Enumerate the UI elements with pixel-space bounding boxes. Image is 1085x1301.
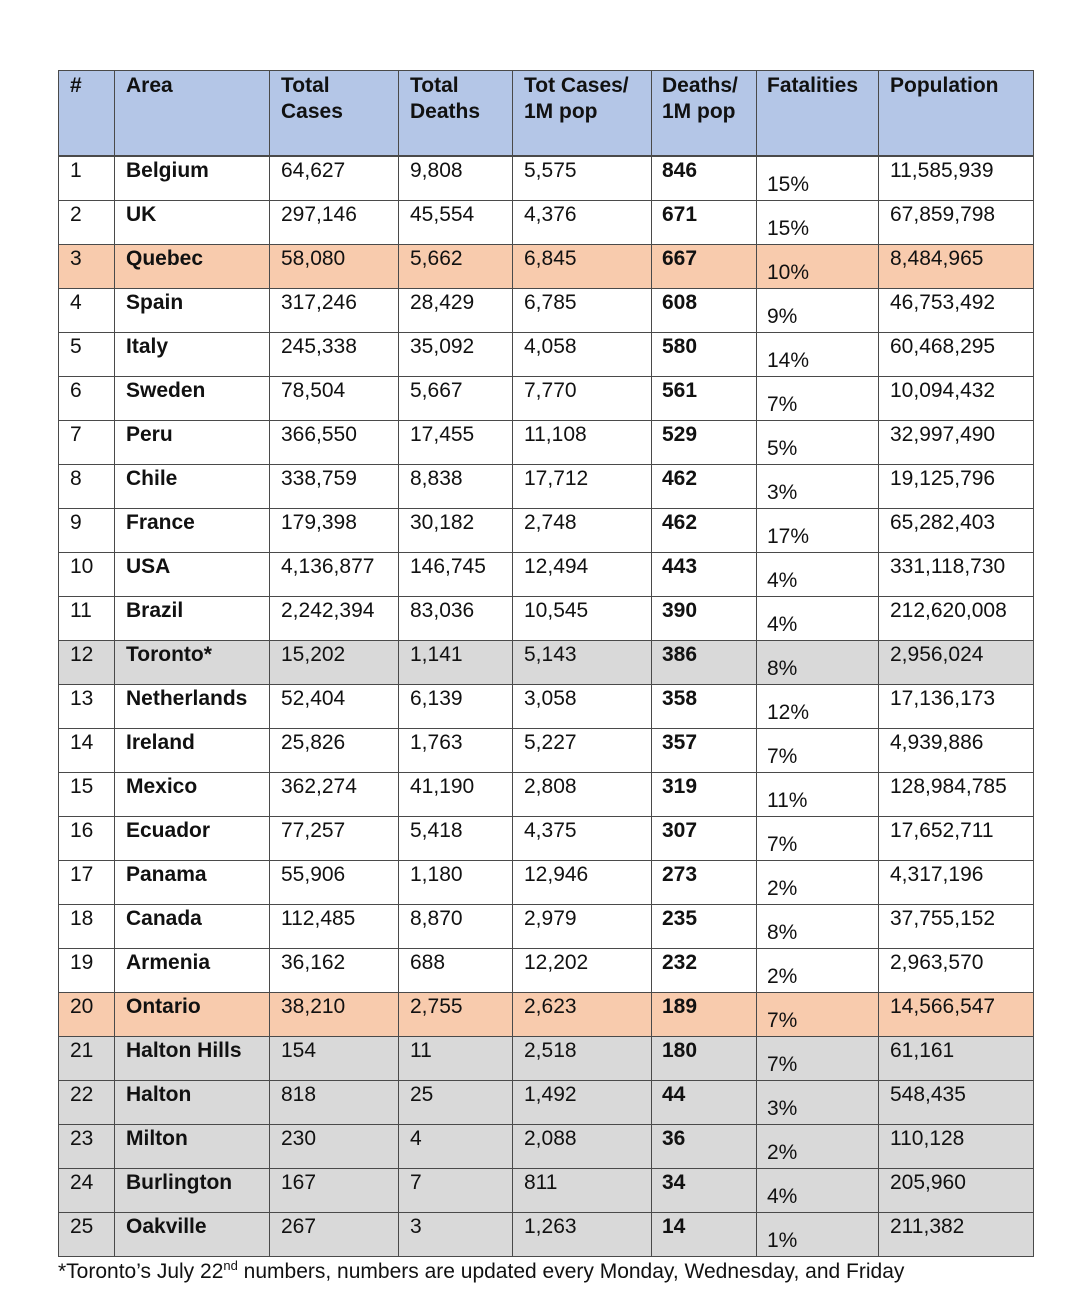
footnote-text-start: *Toronto’s July 22 bbox=[58, 1260, 224, 1283]
cell-fatalities bbox=[757, 333, 879, 377]
cell-fatalities bbox=[757, 1037, 879, 1081]
cell-fatalities bbox=[757, 289, 879, 333]
cell-area: Brazil bbox=[115, 597, 270, 641]
cell-cases-per-million: 5,575 bbox=[513, 157, 652, 201]
cell-total-deaths: 2,755 bbox=[399, 993, 513, 1037]
cell-rank: 3 bbox=[59, 245, 115, 289]
table-row bbox=[59, 817, 1034, 861]
cell-area: Belgium bbox=[115, 157, 270, 201]
cell-cases-per-million: 12,202 bbox=[513, 949, 652, 993]
cell-fatalities bbox=[757, 1125, 879, 1169]
table-row bbox=[59, 729, 1034, 773]
cell-total-cases: 4,136,877 bbox=[270, 553, 399, 597]
cell-cases-per-million: 10,545 bbox=[513, 597, 652, 641]
cell-population: 4,317,196 bbox=[879, 861, 1034, 905]
cell-fatalities bbox=[757, 685, 879, 729]
cell-rank: 21 bbox=[59, 1037, 115, 1081]
header-cell-total-deaths: Total Deaths bbox=[399, 71, 513, 156]
cell-deaths-per-million: 667 bbox=[652, 245, 757, 289]
cell-population: 46,753,492 bbox=[879, 289, 1034, 333]
cell-population: 211,382 bbox=[879, 1213, 1034, 1257]
cell-population: 10,094,432 bbox=[879, 377, 1034, 421]
cell-population: 61,161 bbox=[879, 1037, 1034, 1081]
document-page bbox=[58, 70, 1033, 1285]
cell-total-deaths: 1,180 bbox=[399, 861, 513, 905]
cell-total-cases: 245,338 bbox=[270, 333, 399, 377]
covid-stats-table bbox=[58, 70, 1034, 1257]
cell-rank: 15 bbox=[59, 773, 115, 817]
fatalities-value: 4% bbox=[767, 569, 798, 592]
cell-total-deaths: 17,455 bbox=[399, 421, 513, 465]
header-cell-population: Population bbox=[879, 71, 1034, 156]
table-row bbox=[59, 685, 1034, 729]
cell-cases-per-million: 12,946 bbox=[513, 861, 652, 905]
header-cell-area: Area bbox=[115, 71, 270, 156]
cell-rank: 13 bbox=[59, 685, 115, 729]
cell-population: 17,136,173 bbox=[879, 685, 1034, 729]
cell-total-cases: 267 bbox=[270, 1213, 399, 1257]
cell-cases-per-million: 5,143 bbox=[513, 641, 652, 685]
cell-fatalities bbox=[757, 377, 879, 421]
cell-total-deaths: 8,870 bbox=[399, 905, 513, 949]
cell-deaths-per-million: 307 bbox=[652, 817, 757, 861]
cell-cases-per-million: 7,770 bbox=[513, 377, 652, 421]
cell-population: 32,997,490 bbox=[879, 421, 1034, 465]
cell-fatalities bbox=[757, 993, 879, 1037]
cell-deaths-per-million: 357 bbox=[652, 729, 757, 773]
cell-cases-per-million: 1,492 bbox=[513, 1081, 652, 1125]
cell-fatalities bbox=[757, 553, 879, 597]
cell-fatalities bbox=[757, 421, 879, 465]
cell-population: 205,960 bbox=[879, 1169, 1034, 1213]
cell-cases-per-million: 811 bbox=[513, 1169, 652, 1213]
cell-total-deaths: 30,182 bbox=[399, 509, 513, 553]
cell-total-deaths: 45,554 bbox=[399, 201, 513, 245]
cell-population: 4,939,886 bbox=[879, 729, 1034, 773]
cell-total-deaths: 1,763 bbox=[399, 729, 513, 773]
cell-cases-per-million: 1,263 bbox=[513, 1213, 652, 1257]
cell-total-deaths: 28,429 bbox=[399, 289, 513, 333]
cell-population: 128,984,785 bbox=[879, 773, 1034, 817]
cell-deaths-per-million: 358 bbox=[652, 685, 757, 729]
cell-total-cases: 36,162 bbox=[270, 949, 399, 993]
cell-deaths-per-million: 232 bbox=[652, 949, 757, 993]
cell-area: Toronto* bbox=[115, 641, 270, 685]
cell-population: 2,956,024 bbox=[879, 641, 1034, 685]
cell-rank: 1 bbox=[59, 157, 115, 201]
cell-area: France bbox=[115, 509, 270, 553]
cell-rank: 18 bbox=[59, 905, 115, 949]
cell-deaths-per-million: 462 bbox=[652, 509, 757, 553]
cell-population: 548,435 bbox=[879, 1081, 1034, 1125]
cell-fatalities bbox=[757, 201, 879, 245]
cell-total-deaths: 4 bbox=[399, 1125, 513, 1169]
table-row bbox=[59, 861, 1034, 905]
cell-area: Oakville bbox=[115, 1213, 270, 1257]
table-row bbox=[59, 1037, 1034, 1081]
cell-rank: 19 bbox=[59, 949, 115, 993]
table-row bbox=[59, 905, 1034, 949]
cell-total-cases: 52,404 bbox=[270, 685, 399, 729]
table-row bbox=[59, 509, 1034, 553]
cell-total-deaths: 5,667 bbox=[399, 377, 513, 421]
table-row bbox=[59, 157, 1034, 201]
table-row bbox=[59, 465, 1034, 509]
cell-fatalities bbox=[757, 597, 879, 641]
fatalities-value: 4% bbox=[767, 613, 798, 636]
cell-rank: 16 bbox=[59, 817, 115, 861]
cell-area: Peru bbox=[115, 421, 270, 465]
cell-population: 11,585,939 bbox=[879, 157, 1034, 201]
fatalities-value: 1% bbox=[767, 1229, 798, 1252]
cell-fatalities bbox=[757, 1169, 879, 1213]
cell-total-deaths: 41,190 bbox=[399, 773, 513, 817]
cell-deaths-per-million: 386 bbox=[652, 641, 757, 685]
cell-total-deaths: 9,808 bbox=[399, 157, 513, 201]
cell-cases-per-million: 2,088 bbox=[513, 1125, 652, 1169]
cell-cases-per-million: 4,058 bbox=[513, 333, 652, 377]
header-cell-deaths-per-million: Deaths/ 1M pop bbox=[652, 71, 757, 156]
cell-total-deaths: 5,418 bbox=[399, 817, 513, 861]
cell-rank: 17 bbox=[59, 861, 115, 905]
cell-total-cases: 38,210 bbox=[270, 993, 399, 1037]
cell-population: 65,282,403 bbox=[879, 509, 1034, 553]
footnote bbox=[58, 1259, 1033, 1285]
cell-fatalities bbox=[757, 1081, 879, 1125]
cell-rank: 23 bbox=[59, 1125, 115, 1169]
fatalities-value: 15% bbox=[767, 173, 810, 196]
cell-population: 17,652,711 bbox=[879, 817, 1034, 861]
table-row bbox=[59, 773, 1034, 817]
cell-rank: 12 bbox=[59, 641, 115, 685]
fatalities-value: 2% bbox=[767, 965, 798, 988]
fatalities-value: 4% bbox=[767, 1185, 798, 1208]
fatalities-value: 8% bbox=[767, 657, 798, 680]
fatalities-value: 14% bbox=[767, 349, 810, 372]
cell-rank: 9 bbox=[59, 509, 115, 553]
cell-deaths-per-million: 580 bbox=[652, 333, 757, 377]
cell-deaths-per-million: 462 bbox=[652, 465, 757, 509]
cell-area: Quebec bbox=[115, 245, 270, 289]
cell-population: 2,963,570 bbox=[879, 949, 1034, 993]
cell-population: 8,484,965 bbox=[879, 245, 1034, 289]
cell-total-cases: 366,550 bbox=[270, 421, 399, 465]
cell-fatalities bbox=[757, 1213, 879, 1257]
cell-total-deaths: 83,036 bbox=[399, 597, 513, 641]
cell-deaths-per-million: 34 bbox=[652, 1169, 757, 1213]
table-row bbox=[59, 289, 1034, 333]
cell-total-cases: 362,274 bbox=[270, 773, 399, 817]
table-body bbox=[59, 157, 1034, 1257]
cell-fatalities bbox=[757, 773, 879, 817]
cell-area: Mexico bbox=[115, 773, 270, 817]
table-row bbox=[59, 245, 1034, 289]
cell-total-cases: 78,504 bbox=[270, 377, 399, 421]
cell-area: Ireland bbox=[115, 729, 270, 773]
cell-deaths-per-million: 561 bbox=[652, 377, 757, 421]
cell-population: 37,755,152 bbox=[879, 905, 1034, 949]
cell-rank: 2 bbox=[59, 201, 115, 245]
cell-cases-per-million: 2,979 bbox=[513, 905, 652, 949]
cell-fatalities bbox=[757, 905, 879, 949]
cell-deaths-per-million: 14 bbox=[652, 1213, 757, 1257]
cell-deaths-per-million: 390 bbox=[652, 597, 757, 641]
cell-area: Burlington bbox=[115, 1169, 270, 1213]
cell-cases-per-million: 2,808 bbox=[513, 773, 652, 817]
cell-total-cases: 64,627 bbox=[270, 157, 399, 201]
cell-deaths-per-million: 273 bbox=[652, 861, 757, 905]
cell-deaths-per-million: 319 bbox=[652, 773, 757, 817]
fatalities-value: 12% bbox=[767, 701, 810, 724]
cell-rank: 24 bbox=[59, 1169, 115, 1213]
table-row bbox=[59, 1213, 1034, 1257]
cell-total-cases: 25,826 bbox=[270, 729, 399, 773]
cell-area: Armenia bbox=[115, 949, 270, 993]
cell-rank: 10 bbox=[59, 553, 115, 597]
fatalities-value: 7% bbox=[767, 833, 798, 856]
cell-deaths-per-million: 846 bbox=[652, 157, 757, 201]
table-row bbox=[59, 1081, 1034, 1125]
fatalities-value: 7% bbox=[767, 1053, 798, 1076]
cell-area: Italy bbox=[115, 333, 270, 377]
fatalities-value: 7% bbox=[767, 745, 798, 768]
header-row bbox=[59, 71, 1034, 156]
cell-area: USA bbox=[115, 553, 270, 597]
table-row bbox=[59, 993, 1034, 1037]
cell-deaths-per-million: 443 bbox=[652, 553, 757, 597]
cell-rank: 4 bbox=[59, 289, 115, 333]
fatalities-value: 7% bbox=[767, 393, 798, 416]
cell-total-deaths: 11 bbox=[399, 1037, 513, 1081]
cell-total-deaths: 3 bbox=[399, 1213, 513, 1257]
table-row bbox=[59, 333, 1034, 377]
cell-total-cases: 297,146 bbox=[270, 201, 399, 245]
cell-rank: 14 bbox=[59, 729, 115, 773]
cell-fatalities bbox=[757, 861, 879, 905]
cell-cases-per-million: 4,376 bbox=[513, 201, 652, 245]
cell-cases-per-million: 3,058 bbox=[513, 685, 652, 729]
cell-area: UK bbox=[115, 201, 270, 245]
header-cell-fatalities: Fatalities bbox=[757, 71, 879, 156]
fatalities-value: 10% bbox=[767, 261, 810, 284]
cell-deaths-per-million: 189 bbox=[652, 993, 757, 1037]
footnote-text-end: numbers, numbers are updated every Monday, Wednesday, and Friday bbox=[237, 1260, 905, 1283]
table-row bbox=[59, 949, 1034, 993]
cell-total-deaths: 25 bbox=[399, 1081, 513, 1125]
cell-total-deaths: 5,662 bbox=[399, 245, 513, 289]
cell-fatalities bbox=[757, 817, 879, 861]
cell-rank: 8 bbox=[59, 465, 115, 509]
cell-total-cases: 179,398 bbox=[270, 509, 399, 553]
cell-cases-per-million: 4,375 bbox=[513, 817, 652, 861]
fatalities-value: 17% bbox=[767, 525, 810, 548]
cell-total-cases: 317,246 bbox=[270, 289, 399, 333]
cell-total-deaths: 7 bbox=[399, 1169, 513, 1213]
cell-total-cases: 230 bbox=[270, 1125, 399, 1169]
table-row bbox=[59, 201, 1034, 245]
cell-total-deaths: 146,745 bbox=[399, 553, 513, 597]
cell-population: 19,125,796 bbox=[879, 465, 1034, 509]
cell-fatalities bbox=[757, 465, 879, 509]
header-cell-number: # bbox=[59, 71, 115, 156]
cell-deaths-per-million: 36 bbox=[652, 1125, 757, 1169]
cell-cases-per-million: 2,748 bbox=[513, 509, 652, 553]
cell-rank: 20 bbox=[59, 993, 115, 1037]
cell-total-deaths: 8,838 bbox=[399, 465, 513, 509]
cell-rank: 6 bbox=[59, 377, 115, 421]
cell-cases-per-million: 2,623 bbox=[513, 993, 652, 1037]
cell-population: 110,128 bbox=[879, 1125, 1034, 1169]
cell-deaths-per-million: 608 bbox=[652, 289, 757, 333]
cell-total-cases: 15,202 bbox=[270, 641, 399, 685]
cell-area: Ontario bbox=[115, 993, 270, 1037]
cell-area: Netherlands bbox=[115, 685, 270, 729]
cell-fatalities bbox=[757, 157, 879, 201]
cell-rank: 5 bbox=[59, 333, 115, 377]
cell-cases-per-million: 6,785 bbox=[513, 289, 652, 333]
cell-population: 14,566,547 bbox=[879, 993, 1034, 1037]
cell-cases-per-million: 11,108 bbox=[513, 421, 652, 465]
cell-rank: 11 bbox=[59, 597, 115, 641]
fatalities-value: 2% bbox=[767, 1141, 798, 1164]
cell-population: 60,468,295 bbox=[879, 333, 1034, 377]
cell-total-cases: 338,759 bbox=[270, 465, 399, 509]
cell-total-cases: 154 bbox=[270, 1037, 399, 1081]
cell-deaths-per-million: 529 bbox=[652, 421, 757, 465]
cell-total-cases: 58,080 bbox=[270, 245, 399, 289]
cell-cases-per-million: 2,518 bbox=[513, 1037, 652, 1081]
fatalities-value: 5% bbox=[767, 437, 798, 460]
cell-area: Panama bbox=[115, 861, 270, 905]
cell-fatalities bbox=[757, 729, 879, 773]
cell-area: Canada bbox=[115, 905, 270, 949]
cell-rank: 25 bbox=[59, 1213, 115, 1257]
fatalities-value: 8% bbox=[767, 921, 798, 944]
cell-area: Milton bbox=[115, 1125, 270, 1169]
fatalities-value: 7% bbox=[767, 1009, 798, 1032]
fatalities-value: 15% bbox=[767, 217, 810, 240]
cell-area: Spain bbox=[115, 289, 270, 333]
cell-rank: 22 bbox=[59, 1081, 115, 1125]
table-row bbox=[59, 553, 1034, 597]
cell-total-cases: 55,906 bbox=[270, 861, 399, 905]
cell-rank: 7 bbox=[59, 421, 115, 465]
fatalities-value: 3% bbox=[767, 1097, 798, 1120]
cell-fatalities bbox=[757, 641, 879, 685]
cell-total-cases: 2,242,394 bbox=[270, 597, 399, 641]
cell-fatalities bbox=[757, 245, 879, 289]
header-cell-cases-per-million: Tot Cases/ 1M pop bbox=[513, 71, 652, 156]
cell-deaths-per-million: 671 bbox=[652, 201, 757, 245]
cell-fatalities bbox=[757, 949, 879, 993]
cell-area: Chile bbox=[115, 465, 270, 509]
cell-total-deaths: 1,141 bbox=[399, 641, 513, 685]
cell-population: 212,620,008 bbox=[879, 597, 1034, 641]
fatalities-value: 2% bbox=[767, 877, 798, 900]
cell-total-deaths: 688 bbox=[399, 949, 513, 993]
table-row bbox=[59, 1125, 1034, 1169]
cell-area: Halton bbox=[115, 1081, 270, 1125]
fatalities-value: 9% bbox=[767, 305, 798, 328]
table-row bbox=[59, 377, 1034, 421]
cell-deaths-per-million: 44 bbox=[652, 1081, 757, 1125]
cell-cases-per-million: 12,494 bbox=[513, 553, 652, 597]
header-cell-total-cases: Total Cases bbox=[270, 71, 399, 156]
table-row bbox=[59, 421, 1034, 465]
cell-area: Halton Hills bbox=[115, 1037, 270, 1081]
cell-total-deaths: 35,092 bbox=[399, 333, 513, 377]
cell-area: Sweden bbox=[115, 377, 270, 421]
cell-area: Ecuador bbox=[115, 817, 270, 861]
table-row bbox=[59, 597, 1034, 641]
fatalities-value: 11% bbox=[767, 789, 808, 812]
cell-cases-per-million: 5,227 bbox=[513, 729, 652, 773]
cell-deaths-per-million: 235 bbox=[652, 905, 757, 949]
cell-fatalities bbox=[757, 509, 879, 553]
cell-total-cases: 112,485 bbox=[270, 905, 399, 949]
cell-cases-per-million: 6,845 bbox=[513, 245, 652, 289]
cell-population: 331,118,730 bbox=[879, 553, 1034, 597]
cell-total-cases: 77,257 bbox=[270, 817, 399, 861]
cell-deaths-per-million: 180 bbox=[652, 1037, 757, 1081]
table-row bbox=[59, 641, 1034, 685]
table-row bbox=[59, 1169, 1034, 1213]
cell-total-deaths: 6,139 bbox=[399, 685, 513, 729]
cell-cases-per-million: 17,712 bbox=[513, 465, 652, 509]
cell-total-cases: 167 bbox=[270, 1169, 399, 1213]
fatalities-value: 3% bbox=[767, 481, 798, 504]
cell-population: 67,859,798 bbox=[879, 201, 1034, 245]
cell-total-cases: 818 bbox=[270, 1081, 399, 1125]
footnote-ordinal-suffix: nd bbox=[223, 1258, 238, 1273]
